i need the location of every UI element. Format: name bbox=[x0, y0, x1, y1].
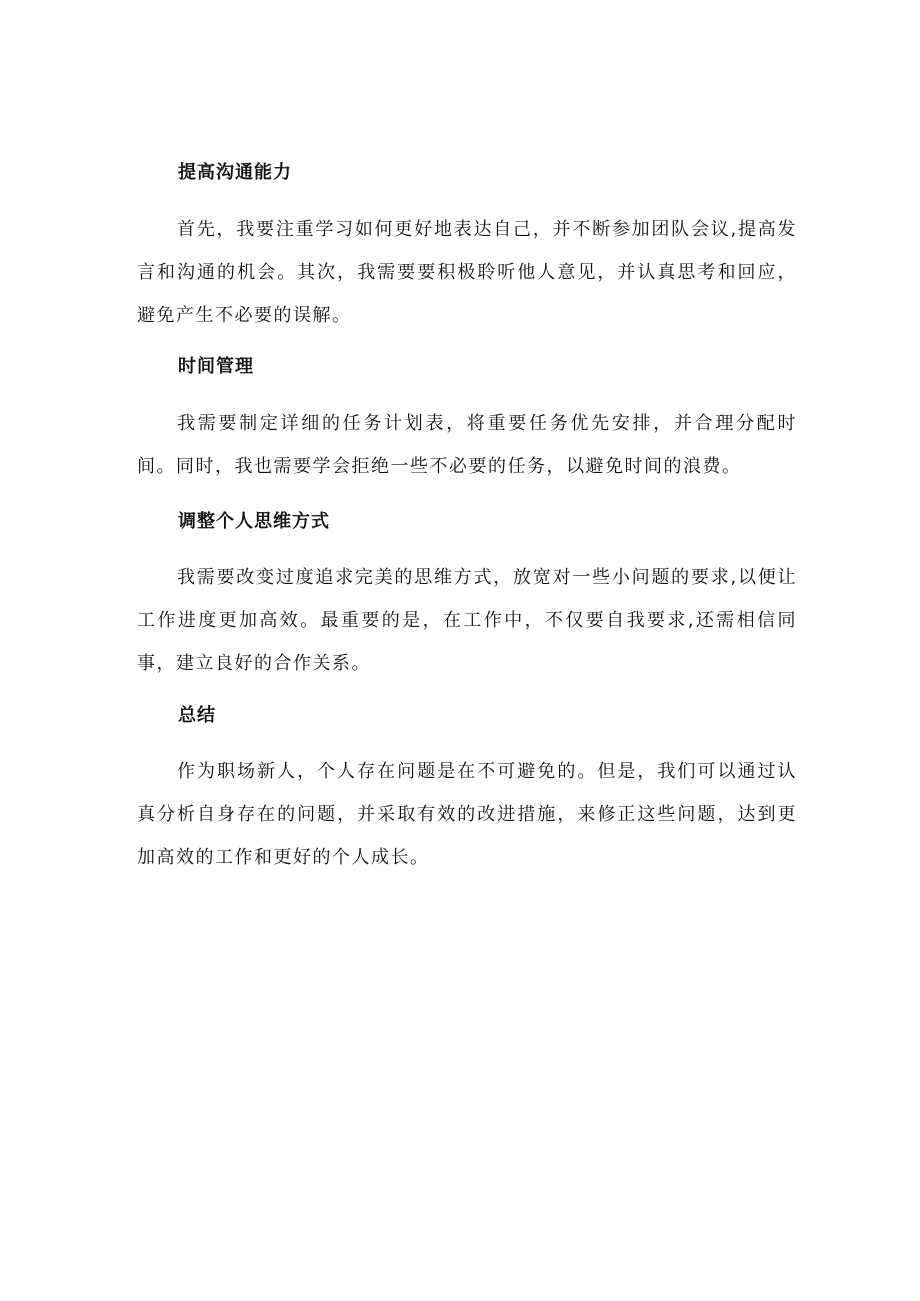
section-heading-summary: 总结 bbox=[178, 705, 216, 726]
section-body-mindset: 我需要改变过度追求完美的思维方式，放宽对一些小问题的要求,以便让工作进度更加高效。最重要的是，在工作中，不仅要自我要求,还需相信同事，建立良好的合作关系。 bbox=[137, 567, 797, 674]
section-heading-mindset: 调整个人思维方式 bbox=[178, 511, 330, 532]
section-body-time-management: 我需要制定详细的任务计划表，将重要任务优先安排，并合理分配时间。同时，我也需要学会拒绝一些不必要的任务，以避免时间的浪费。 bbox=[137, 413, 797, 477]
section-heading-communication: 提高沟通能力 bbox=[178, 162, 292, 183]
section-body-communication: 首先，我要注重学习如何更好地表达自己，并不断参加团队会议,提高发言和沟通的机会。其次，我需要要积极聆听他人意见，并认真思考和回应，避免产生不必要的误解。 bbox=[137, 219, 797, 326]
section-heading-time-management: 时间管理 bbox=[178, 356, 254, 377]
section-body-summary: 作为职场新人，个人存在问题是在不可避免的。但是，我们可以通过认真分析自身存在的问题，并采取有效的改进措施，来修正这些问题，达到更加高效的工作和更好的个人成长。 bbox=[137, 761, 797, 868]
